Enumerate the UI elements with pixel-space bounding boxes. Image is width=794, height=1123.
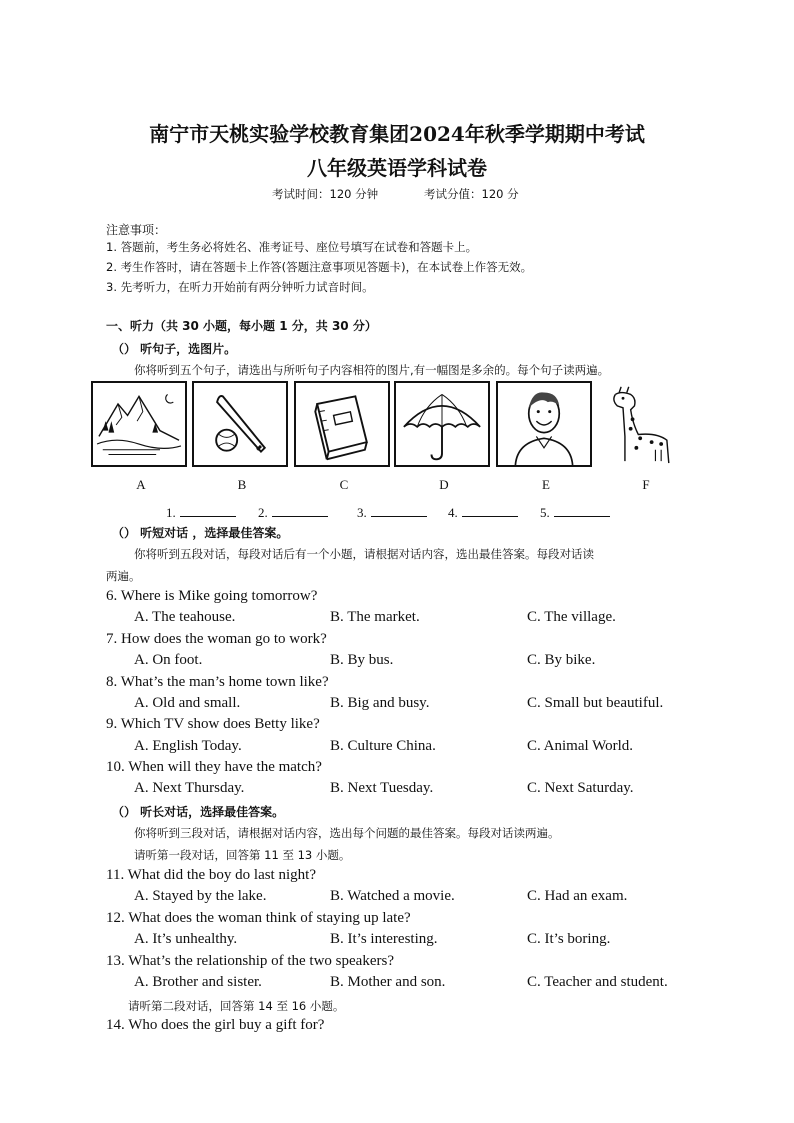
- question-text: 11. What did the boy do last night?: [106, 867, 316, 883]
- option-a: A. Stayed by the lake.: [134, 888, 267, 904]
- exam-score: 考试分值：120 分: [424, 187, 519, 201]
- notes-heading: 注意事项：: [106, 223, 167, 237]
- answer-blank[interactable]: 5.: [540, 504, 610, 521]
- question-text: 12. What does the woman think of staying up late?: [106, 910, 411, 926]
- giraffe-icon: [596, 381, 692, 467]
- option-c: C. Small but beautiful.: [527, 695, 664, 711]
- question-text: 13. What’s the relationship of the two speakers?: [106, 953, 394, 969]
- question-text: 10. When will they have the match?: [106, 759, 322, 775]
- question-text: 8. What’s the man’s home town like?: [106, 674, 329, 690]
- exam-subtitle: 八年级英语学科试卷: [307, 156, 487, 180]
- option-b: B. Mother and son.: [330, 974, 446, 990]
- answer-blank[interactable]: 2.: [258, 504, 328, 521]
- option-a: A. Old and small.: [134, 695, 241, 711]
- picture-letter: A: [136, 477, 146, 492]
- exam-time: 考试时间：120 分钟: [272, 187, 379, 201]
- option-a: A. Next Thursday.: [134, 780, 245, 796]
- part-c-title: （） 听长对话，选择最佳答案。: [112, 805, 285, 819]
- part-c-instruction: 你将听到三段对话，请根据对话内容，选出每个问题的最佳答案。每段对话读两遍。: [134, 826, 560, 840]
- dialog-note: 请听第二段对话，回答第 14 至 16 小题。: [128, 999, 345, 1013]
- dialog-note: 请听第一段对话，回答第 11 至 13 小题。: [134, 848, 351, 862]
- picture-letter: C: [339, 477, 349, 492]
- option-a: A. English Today.: [134, 738, 242, 754]
- option-b: B. By bus.: [330, 652, 394, 668]
- baseball-bat-icon: [192, 381, 288, 467]
- part-b-instruction: 你将听到五段对话，每段对话后有一个小题，请根据对话内容，选出最佳答案。每段对话读: [134, 547, 594, 561]
- note-item: 2. 考生作答时，请在答题卡上作答(答题注意事项见答题卡)，在本试卷上作答无效。: [106, 260, 533, 274]
- answer-blank[interactable]: 1.: [166, 504, 236, 521]
- option-b: B. It’s interesting.: [330, 931, 438, 947]
- option-c: C. The village.: [527, 609, 616, 625]
- option-b: B. Big and busy.: [330, 695, 430, 711]
- book-icon: [294, 381, 390, 467]
- umbrella-icon: [394, 381, 490, 467]
- option-a: A. The teahouse.: [134, 609, 236, 625]
- picture-letter: F: [642, 477, 650, 492]
- part-b-title: （） 听短对话 ，选择最佳答案。: [112, 526, 289, 540]
- option-b: B. Watched a movie.: [330, 888, 455, 904]
- question-text: 7. How does the woman go to work?: [106, 631, 327, 647]
- option-c: C. Next Saturday.: [527, 780, 634, 796]
- note-item: 3. 先考听力，在听力开始前有两分钟听力试音时间。: [106, 280, 374, 294]
- picture-letter: B: [237, 477, 247, 492]
- part-b-instruction: 两遍。: [106, 569, 141, 583]
- note-item: 1. 答题前，考生务必将姓名、准考证号、座位号填写在试卷和答题卡上。: [106, 240, 478, 254]
- boy-icon: [496, 381, 592, 467]
- option-b: B. Culture China.: [330, 738, 436, 754]
- picture-letter: E: [542, 477, 550, 492]
- landscape-icon: [91, 381, 187, 467]
- part-a-title: （） 听句子，选图片。: [112, 342, 237, 356]
- option-a: A. On foot.: [134, 652, 203, 668]
- option-c: C. Teacher and student.: [527, 974, 668, 990]
- option-c: C. It’s boring.: [527, 931, 611, 947]
- exam-title: 南宁市天桃实验学校教育集团2024年秋季学期期中考试: [149, 122, 645, 146]
- option-a: A. It’s unhealthy.: [134, 931, 238, 947]
- picture-letter: D: [439, 477, 449, 492]
- option-c: C. By bike.: [527, 652, 596, 668]
- option-c: C. Animal World.: [527, 738, 634, 754]
- question-text: 14. Who does the girl buy a gift for?: [106, 1017, 325, 1033]
- option-b: B. The market.: [330, 609, 420, 625]
- part-a-instruction: 你将听到五个句子，请选出与所听句子内容相符的图片,有一幅图是多余的。每个句子读两遍。: [134, 363, 610, 377]
- section-heading: 一、听力（共 30 小题，每小题 1 分，共 30 分）: [106, 319, 377, 333]
- option-b: B. Next Tuesday.: [330, 780, 434, 796]
- option-a: A. Brother and sister.: [134, 974, 262, 990]
- option-c: C. Had an exam.: [527, 888, 628, 904]
- question-text: 9. Which TV show does Betty like?: [106, 716, 320, 732]
- question-text: 6. Where is Mike going tomorrow?: [106, 588, 318, 604]
- answer-blank[interactable]: 4.: [448, 504, 518, 521]
- answer-blank[interactable]: 3.: [357, 504, 427, 521]
